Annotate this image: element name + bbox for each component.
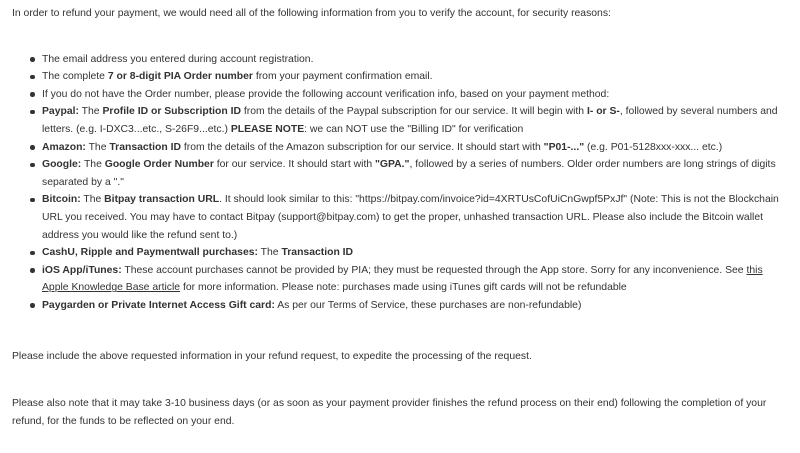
list-item-google: Google: The Google Order Number for our service. It should start with "GPA.", followed by a series of numbers. Older order numbers are long strings of digits separated by a "." (42, 156, 782, 191)
refund-instructions (12, 5, 782, 430)
include-info-paragraph: Please include the above requested information in your refund request, to expedite the processing of the request. (12, 350, 532, 362)
list-item-paygarden-gift-card: Paygarden or Private Internet Access Gift card: As per our Terms of Service, these purchases are non-refundable) (42, 297, 782, 315)
intro-paragraph: In order to refund your payment, we would need all of the following information from you to verify the account, for security reasons: (12, 8, 611, 19)
list-item-paypal: Paypal: The Profile ID or Subscription ID from the details of the Paypal subscription for our service. It will begin with I- or S-, followed by several numbers and letters. (e.g. I-DXC3...etc., S-26F9...etc.) PLEASE NOTE: we can NOT use the "Billing ID" for verification (42, 103, 782, 138)
list-item-amazon: Amazon: The Transaction ID from the details of the Amazon subscription for our service. It should start with "P01-..." (e.g. P01-5128xxx-xxx... etc.) (42, 139, 782, 157)
processing-time-paragraph: Please also note that it may take 3-10 business days (or as soon as your payment provider finishes the refund process on their end) following the completion of your refund, for the funds to be reflected on your end. (12, 398, 767, 427)
list-item-ios-itunes: iOS App/iTunes: These account purchases cannot be provided by PIA; they must be requested through the App store. Sorry for any inconvenience. See this Apple Knowledge Base article for more information. Please note: purchases made using iTunes gift cards will not be refundable (42, 262, 782, 297)
list-item-no-order-number: If you do not have the Order number, please provide the following account verification info, based on your payment method: (42, 86, 782, 104)
list-item-bitcoin: Bitcoin: The Bitpay transaction URL. It should look similar to this: "https://bitpay.com/invoice?id=4XRTUsCofUiCnGwpf5PxJf" (Note: This is not the Blockchain URL you received. You may have to contact Bitpay (support@bitpay.com) to get the proper, unhashed transaction URL. Please also include the Bitcoin wallet address you would like the refund sent to.) (42, 191, 782, 244)
apple-knowledge-base-link[interactable]: this Apple Knowledge Base article (42, 264, 763, 294)
list-item-order-number: The complete 7 or 8-digit PIA Order number from your payment confirmation email. (42, 68, 782, 86)
list-item-cashu-ripple-paymentwall: CashU, Ripple and Paymentwall purchases: The Transaction ID (42, 244, 782, 262)
requirements-list (12, 51, 782, 315)
list-item-email: The email address you entered during account registration. (42, 51, 782, 69)
